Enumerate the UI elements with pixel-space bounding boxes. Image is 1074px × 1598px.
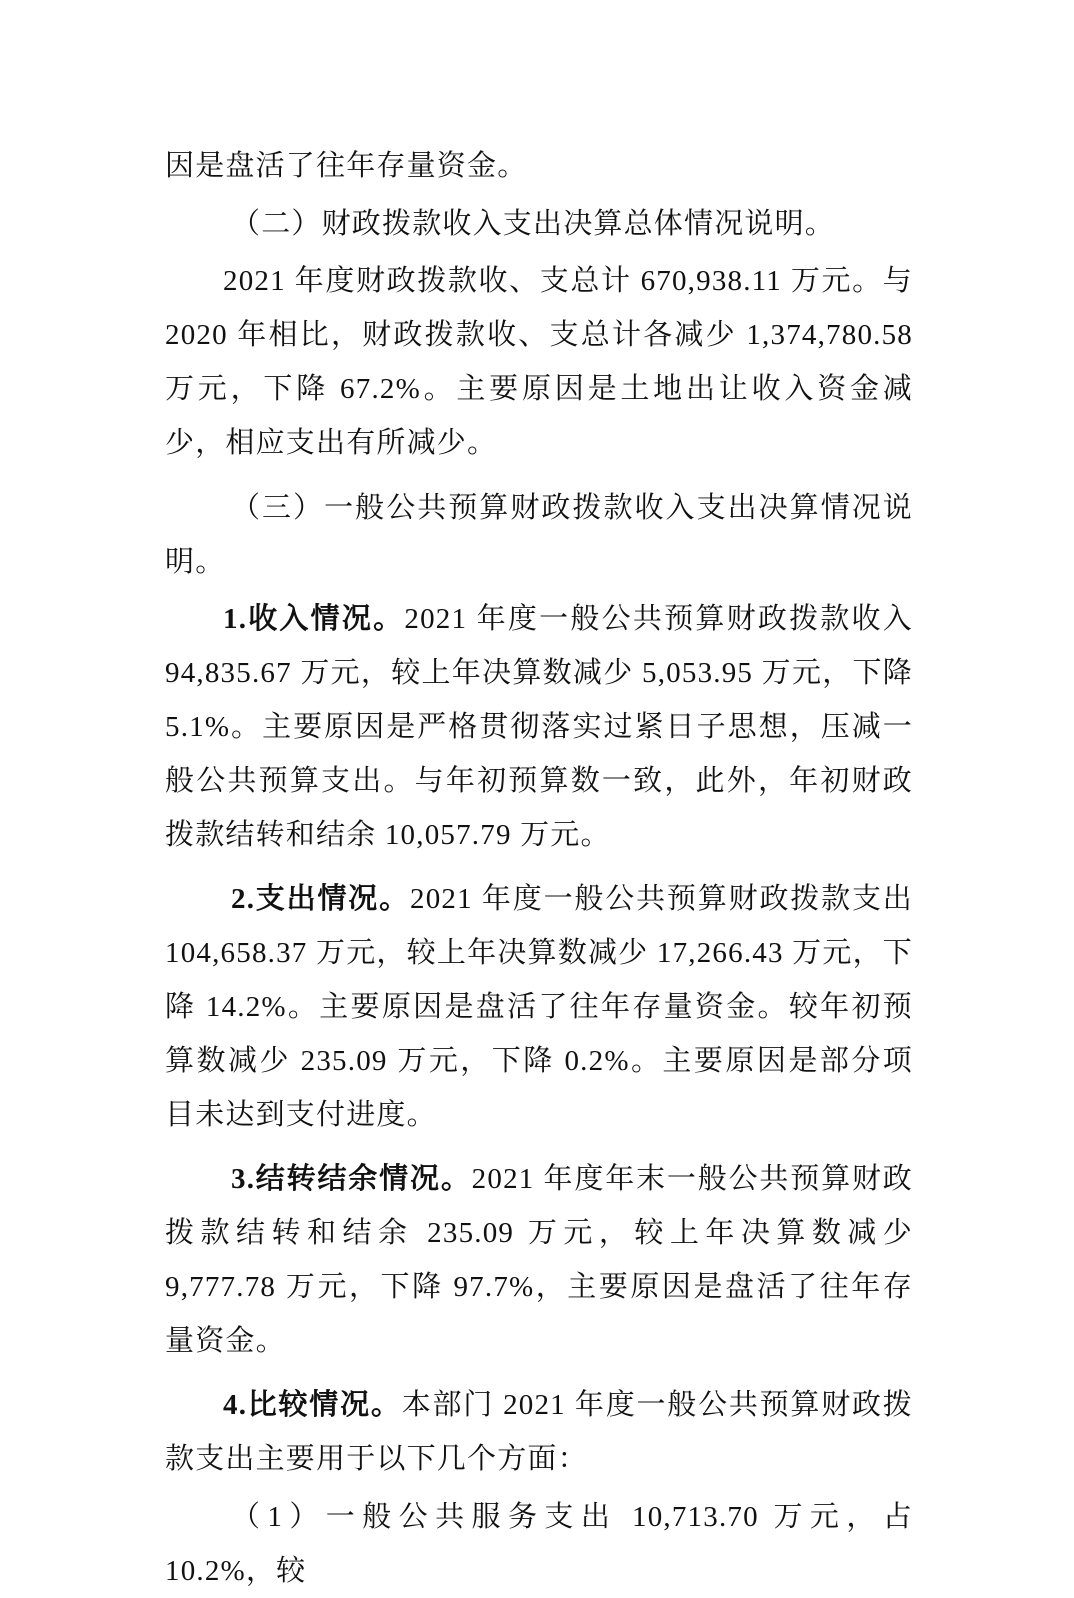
paragraph-general-public-services: （1）一般公共服务支出 10,713.70 万元，占 10.2%，较 [165,1501,913,1587]
income-text: 2021 年度一般公共预算财政拨款收入 94,835.67 万元，较上年决算数减少 5,053.95 万元，下降 5.1%。主要原因是严格贯彻落实过紧日子思想，压减一般公共预算支出。与年初预算数一致，此外，年初财政拨款结转和结余 10,057.79 万元。 [165,603,913,851]
comparison-text: 本部门 2021 年度一般公共预算财政拨款支出主要用于以下几个方面： [165,1389,913,1475]
comparison-subheading: 4.比较情况。 [223,1389,402,1421]
section-heading-3: （三）一般公共预算财政拨款收入支出决算情况说明。 [165,490,913,578]
income-subheading: 1.收入情况。 [223,603,405,635]
expenditure-subheading: 2.支出情况。 [231,883,410,915]
section-heading-2: （二）财政拨款收入支出决算总体情况说明。 [231,206,836,240]
paragraph-expenditure [165,872,913,1142]
expenditure-text: 2021 年度一般公共预算财政拨款支出 104,658.37 万元，较上年决算数减少 17,266.43 万元，下降 14.2%。主要原因是盘活了往年存量资金。较年初预算数减少 235.09 万元，下降 0.2%。主要原因是部分项目未达到支付进度。 [165,883,913,1131]
paragraph-carryover [165,1152,913,1368]
paragraph-comparison [165,1378,913,1486]
document-body [165,138,913,1598]
carryover-text: 2021 年度年末一般公共预算财政拨款结转和结余 235.09 万元，较上年决算数减少 9,777.78 万元，下降 97.7%，主要原因是盘活了往年存量资金。 [165,1163,913,1357]
paragraph-total-appropriation: 2021 年度财政拨款收、支总计 670,938.11 万元。与 2020 年相比，财政拨款收、支总计各减少 1,374,780.58 万元，下降 67.2%。主要原因是土地出让收入资金减少，相应支出有所减少。 [165,265,913,459]
paragraph-continuation: 因是盘活了往年存量资金。 [165,148,528,182]
paragraph-income [165,592,913,862]
carryover-subheading: 3.结转结余情况。 [231,1163,472,1195]
